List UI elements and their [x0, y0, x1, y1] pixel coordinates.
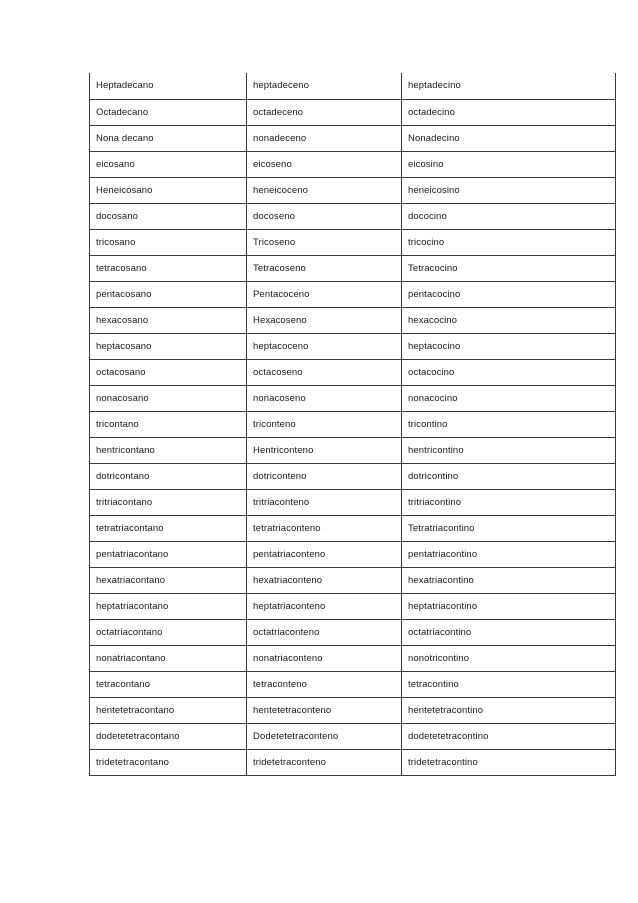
alkene-cell: nonadeceno [247, 125, 402, 151]
alkane-cell: pentacosano [90, 281, 247, 307]
alkane-cell: docosano [90, 203, 247, 229]
alkyne-cell: octatriacontino [402, 619, 616, 645]
alkane-cell: nonacosano [90, 385, 247, 411]
alkane-cell: tricontano [90, 411, 247, 437]
table-row [90, 593, 616, 619]
alkene-cell: hexatriaconteno [247, 567, 402, 593]
alkyne-cell: octadecino [402, 99, 616, 125]
alkyne-cell: octacocino [402, 359, 616, 385]
alkyne-cell: hentetetracontino [402, 697, 616, 723]
alkane-cell: heptacosano [90, 333, 247, 359]
alkyne-cell: tricocino [402, 229, 616, 255]
table-row [90, 567, 616, 593]
alkene-cell: heptatriaconteno [247, 593, 402, 619]
alkene-cell: nonacoseno [247, 385, 402, 411]
table-row [90, 723, 616, 749]
alkane-cell: hexatriacontano [90, 567, 247, 593]
alkyne-cell: hentricontino [402, 437, 616, 463]
alkene-cell: octacoseno [247, 359, 402, 385]
alkane-cell: tetratriacontano [90, 515, 247, 541]
table-row [90, 151, 616, 177]
alkyne-cell: Tetratriacontino [402, 515, 616, 541]
table-row [90, 749, 616, 775]
alkene-cell: octadeceno [247, 99, 402, 125]
alkyne-cell: heptadecino [402, 73, 616, 99]
table-row [90, 125, 616, 151]
alkyne-cell: hexatriacontino [402, 567, 616, 593]
alkane-cell: hexacosano [90, 307, 247, 333]
alkyne-cell: dodetetetracontino [402, 723, 616, 749]
table-row [90, 73, 616, 99]
table-row [90, 697, 616, 723]
table-row [90, 333, 616, 359]
alkyne-cell: heptatriacontino [402, 593, 616, 619]
table-row [90, 411, 616, 437]
alkene-cell: pentatriaconteno [247, 541, 402, 567]
alkyne-cell: pentatriacontino [402, 541, 616, 567]
alkyne-cell: heptacocino [402, 333, 616, 359]
alkene-cell: Hentriconteno [247, 437, 402, 463]
alkane-alkene-alkyne-names-table [89, 73, 616, 776]
alkyne-cell: dococino [402, 203, 616, 229]
table-row [90, 645, 616, 671]
table-row [90, 671, 616, 697]
alkene-cell: tridetetraconteno [247, 749, 402, 775]
alkene-cell: Hexacoseno [247, 307, 402, 333]
alkene-cell: hentetetraconteno [247, 697, 402, 723]
table-row [90, 203, 616, 229]
table-row [90, 437, 616, 463]
table-row [90, 229, 616, 255]
alkene-cell: tritriaconteno [247, 489, 402, 515]
table-row [90, 385, 616, 411]
alkane-cell: pentatriacontano [90, 541, 247, 567]
alkane-cell: dotricontano [90, 463, 247, 489]
alkyne-cell: Tetracocino [402, 255, 616, 281]
alkane-cell: dodetetetracontano [90, 723, 247, 749]
alkane-cell: octatriacontano [90, 619, 247, 645]
alkane-cell: tridetetracontano [90, 749, 247, 775]
alkyne-cell: tritriacontino [402, 489, 616, 515]
alkene-cell: docoseno [247, 203, 402, 229]
alkane-cell: Heneicosano [90, 177, 247, 203]
alkyne-cell: nonacocino [402, 385, 616, 411]
alkyne-cell: dotricontino [402, 463, 616, 489]
table-row [90, 541, 616, 567]
table-row [90, 281, 616, 307]
alkane-cell: hentetetracontano [90, 697, 247, 723]
alkyne-cell: tetracontino [402, 671, 616, 697]
table-body [90, 73, 616, 775]
alkane-cell: heptatriacontano [90, 593, 247, 619]
table-row [90, 463, 616, 489]
alkene-cell: Tricoseno [247, 229, 402, 255]
alkane-cell: tricosano [90, 229, 247, 255]
table-row [90, 515, 616, 541]
alkane-cell: eicosano [90, 151, 247, 177]
alkane-cell: tetracontano [90, 671, 247, 697]
alkene-cell: Dodetetetraconteno [247, 723, 402, 749]
alkene-cell: nonatriaconteno [247, 645, 402, 671]
alkene-cell: eicoseno [247, 151, 402, 177]
alkene-cell: Tetracoseno [247, 255, 402, 281]
alkene-cell: heptadeceno [247, 73, 402, 99]
table-row [90, 489, 616, 515]
alkyne-cell: nonotricontino [402, 645, 616, 671]
alkene-cell: triconteno [247, 411, 402, 437]
table-row [90, 255, 616, 281]
alkane-cell: Heptadecano [90, 73, 247, 99]
alkyne-cell: tridetetracontino [402, 749, 616, 775]
table-row [90, 619, 616, 645]
alkane-cell: Nona decano [90, 125, 247, 151]
table-row [90, 307, 616, 333]
alkyne-cell: hexacocino [402, 307, 616, 333]
alkene-cell: tetratriaconteno [247, 515, 402, 541]
alkyne-cell: pentacocino [402, 281, 616, 307]
alkyne-cell: eicosino [402, 151, 616, 177]
alkene-cell: tetraconteno [247, 671, 402, 697]
alkane-cell: tritriacontano [90, 489, 247, 515]
table-row [90, 359, 616, 385]
alkane-cell: Octadecano [90, 99, 247, 125]
alkene-cell: heneicoceno [247, 177, 402, 203]
alkene-cell: Pentacoceno [247, 281, 402, 307]
alkyne-cell: Nonadecino [402, 125, 616, 151]
table-row [90, 177, 616, 203]
alkene-cell: dotriconteno [247, 463, 402, 489]
alkane-cell: octacosano [90, 359, 247, 385]
alkane-cell: hentricontano [90, 437, 247, 463]
alkyne-cell: heneicosino [402, 177, 616, 203]
alkane-cell: nonatriacontano [90, 645, 247, 671]
alkene-cell: octatriaconteno [247, 619, 402, 645]
alkene-cell: heptacoceno [247, 333, 402, 359]
alkyne-cell: tricontino [402, 411, 616, 437]
alkane-cell: tetracosano [90, 255, 247, 281]
table-row [90, 99, 616, 125]
